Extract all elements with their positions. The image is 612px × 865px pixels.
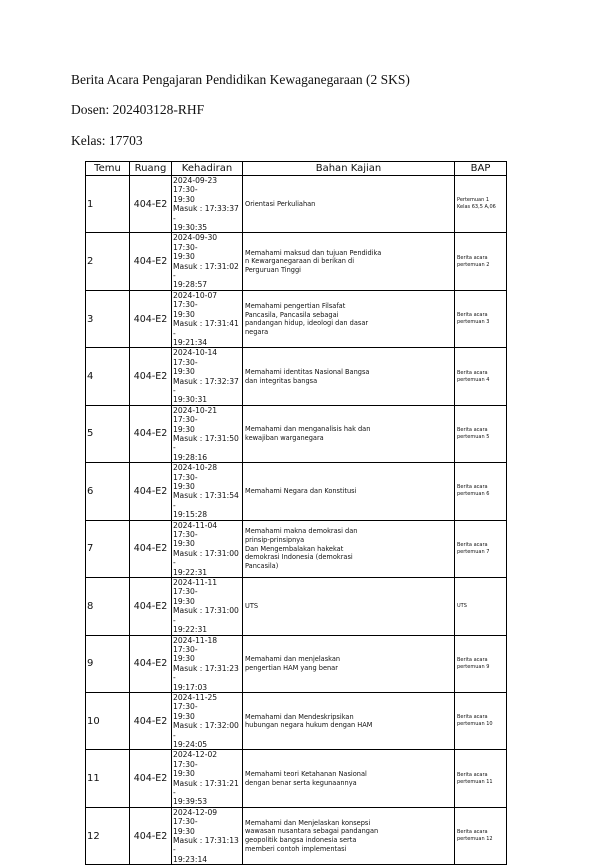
cell-bahan: Memahami dan Menjelaskan konsepsi wawasan nusantara sebagai pandangan geopolitik bangsa indonesia serta memberi contoh implementasi bbox=[243, 807, 455, 864]
cell-bahan: Memahami maksud dan tujuan Pendidika n Kewarganegaraan di berikan di Perguruan Tinggi bbox=[243, 233, 455, 290]
cell-bap: Berita acara pertemuan 2 bbox=[455, 233, 507, 290]
attendance-table bbox=[85, 161, 507, 865]
cell-kehadiran: 2024-12-09 17:30- 19:30 Masuk : 17:31:13 - 19:23:14 bbox=[172, 807, 243, 864]
cell-bahan: Memahami dan menganalisis hak dan kewajiban warganegara bbox=[243, 405, 455, 462]
cell-ruang: 404-E2 bbox=[130, 807, 172, 864]
cell-ruang: 404-E2 bbox=[130, 405, 172, 462]
cell-bap: Berita acara pertemuan 11 bbox=[455, 750, 507, 807]
cell-bap: Berita acara pertemuan 6 bbox=[455, 463, 507, 520]
cell-ruang: 404-E2 bbox=[130, 290, 172, 347]
cell-temu: 8 bbox=[86, 578, 130, 635]
table-row bbox=[86, 750, 507, 807]
header-kehadiran: Kehadiran bbox=[172, 162, 243, 176]
table-row bbox=[86, 520, 507, 577]
document-title: Berita Acara Pengajaran Pendidikan Kewaganegaraan (2 SKS) bbox=[71, 72, 410, 87]
cell-kehadiran: 2024-10-14 17:30- 19:30 Masuk : 17:32:37 - 19:30:31 bbox=[172, 348, 243, 405]
cell-bahan: Memahami dan menjelaskan pengertian HAM yang benar bbox=[243, 635, 455, 692]
cell-bap: Berita acara pertemuan 4 bbox=[455, 348, 507, 405]
cell-bap: Berita acara pertemuan 9 bbox=[455, 635, 507, 692]
header-bahan-kajian: Bahan Kajian bbox=[243, 162, 455, 176]
cell-bahan: UTS bbox=[243, 578, 455, 635]
cell-ruang: 404-E2 bbox=[130, 463, 172, 520]
cell-ruang: 404-E2 bbox=[130, 520, 172, 577]
cell-temu: 4 bbox=[86, 348, 130, 405]
cell-temu: 5 bbox=[86, 405, 130, 462]
cell-ruang: 404-E2 bbox=[130, 176, 172, 233]
cell-ruang: 404-E2 bbox=[130, 635, 172, 692]
cell-temu: 3 bbox=[86, 290, 130, 347]
table-row bbox=[86, 463, 507, 520]
table-row bbox=[86, 348, 507, 405]
cell-kehadiran: 2024-10-21 17:30- 19:30 Masuk : 17:31:50 - 19:28:16 bbox=[172, 405, 243, 462]
cell-bap: Berita acara pertemuan 10 bbox=[455, 692, 507, 749]
cell-bahan: Memahami Negara dan Konstitusi bbox=[243, 463, 455, 520]
table-header-row bbox=[86, 162, 507, 176]
cell-ruang: 404-E2 bbox=[130, 348, 172, 405]
cell-ruang: 404-E2 bbox=[130, 578, 172, 635]
cell-temu: 1 bbox=[86, 176, 130, 233]
cell-bap: UTS bbox=[455, 578, 507, 635]
cell-bap: Berita acara pertemuan 12 bbox=[455, 807, 507, 864]
cell-bap: Berita acara pertemuan 3 bbox=[455, 290, 507, 347]
table-row bbox=[86, 405, 507, 462]
table-body bbox=[86, 176, 507, 865]
cell-kehadiran: 2024-11-18 17:30- 19:30 Masuk : 17:31:23 - 19:17:03 bbox=[172, 635, 243, 692]
header-bap: BAP bbox=[455, 162, 507, 176]
header-temu: Temu bbox=[86, 162, 130, 176]
cell-bahan: Memahami makna demokrasi dan prinsip-prinsipnya Dan Mengembalakan hakekat demokrasi Indonesia (demokrasi Pancasila) bbox=[243, 520, 455, 577]
cell-bap: Pertemuan 1 Kelas 63,5 A,06 bbox=[455, 176, 507, 233]
cell-temu: 6 bbox=[86, 463, 130, 520]
cell-ruang: 404-E2 bbox=[130, 692, 172, 749]
cell-temu: 2 bbox=[86, 233, 130, 290]
cell-kehadiran: 2024-10-07 17:30- 19:30 Masuk : 17:31:41 - 19:21:34 bbox=[172, 290, 243, 347]
cell-temu: 12 bbox=[86, 807, 130, 864]
header-ruang: Ruang bbox=[130, 162, 172, 176]
cell-bahan: Orientasi Perkuliahan bbox=[243, 176, 455, 233]
cell-bahan: Memahami pengertian Filsafat Pancasila, Pancasila sebagai pandangan hidup, ideologi dan dasar negara bbox=[243, 290, 455, 347]
table-row bbox=[86, 290, 507, 347]
table-row bbox=[86, 578, 507, 635]
table-row bbox=[86, 807, 507, 864]
cell-bahan: Memahami teori Ketahanan Nasional dengan benar serta kegunaannya bbox=[243, 750, 455, 807]
cell-kehadiran: 2024-11-11 17:30- 19:30 Masuk : 17:31:00 - 19:22:31 bbox=[172, 578, 243, 635]
cell-kehadiran: 2024-11-04 17:30- 19:30 Masuk : 17:31:00 - 19:22:31 bbox=[172, 520, 243, 577]
class-line: Kelas: 17703 bbox=[71, 133, 143, 148]
cell-ruang: 404-E2 bbox=[130, 233, 172, 290]
cell-bahan: Memahami dan Mendeskripsikan hubungan negara hukum dengan HAM bbox=[243, 692, 455, 749]
cell-kehadiran: 2024-10-28 17:30- 19:30 Masuk : 17:31:54 - 19:15:28 bbox=[172, 463, 243, 520]
table-row bbox=[86, 233, 507, 290]
cell-temu: 7 bbox=[86, 520, 130, 577]
table-row bbox=[86, 635, 507, 692]
table-row bbox=[86, 176, 507, 233]
cell-ruang: 404-E2 bbox=[130, 750, 172, 807]
cell-temu: 10 bbox=[86, 692, 130, 749]
table-row bbox=[86, 692, 507, 749]
cell-temu: 11 bbox=[86, 750, 130, 807]
cell-temu: 9 bbox=[86, 635, 130, 692]
cell-kehadiran: 2024-12-02 17:30- 19:30 Masuk : 17:31:21 - 19:39:53 bbox=[172, 750, 243, 807]
lecturer-line: Dosen: 202403128-RHF bbox=[71, 102, 205, 117]
cell-bap: Berita acara pertemuan 5 bbox=[455, 405, 507, 462]
cell-kehadiran: 2024-11-25 17:30- 19:30 Masuk : 17:32:00 - 19:24:05 bbox=[172, 692, 243, 749]
cell-kehadiran: 2024-09-23 17:30- 19:30 Masuk : 17:33:37 - 19:30:35 bbox=[172, 176, 243, 233]
cell-bahan: Memahami identitas Nasional Bangsa dan integritas bangsa bbox=[243, 348, 455, 405]
cell-bap: Berita acara pertemuan 7 bbox=[455, 520, 507, 577]
cell-kehadiran: 2024-09-30 17:30- 19:30 Masuk : 17:31:02 - 19:28:57 bbox=[172, 233, 243, 290]
